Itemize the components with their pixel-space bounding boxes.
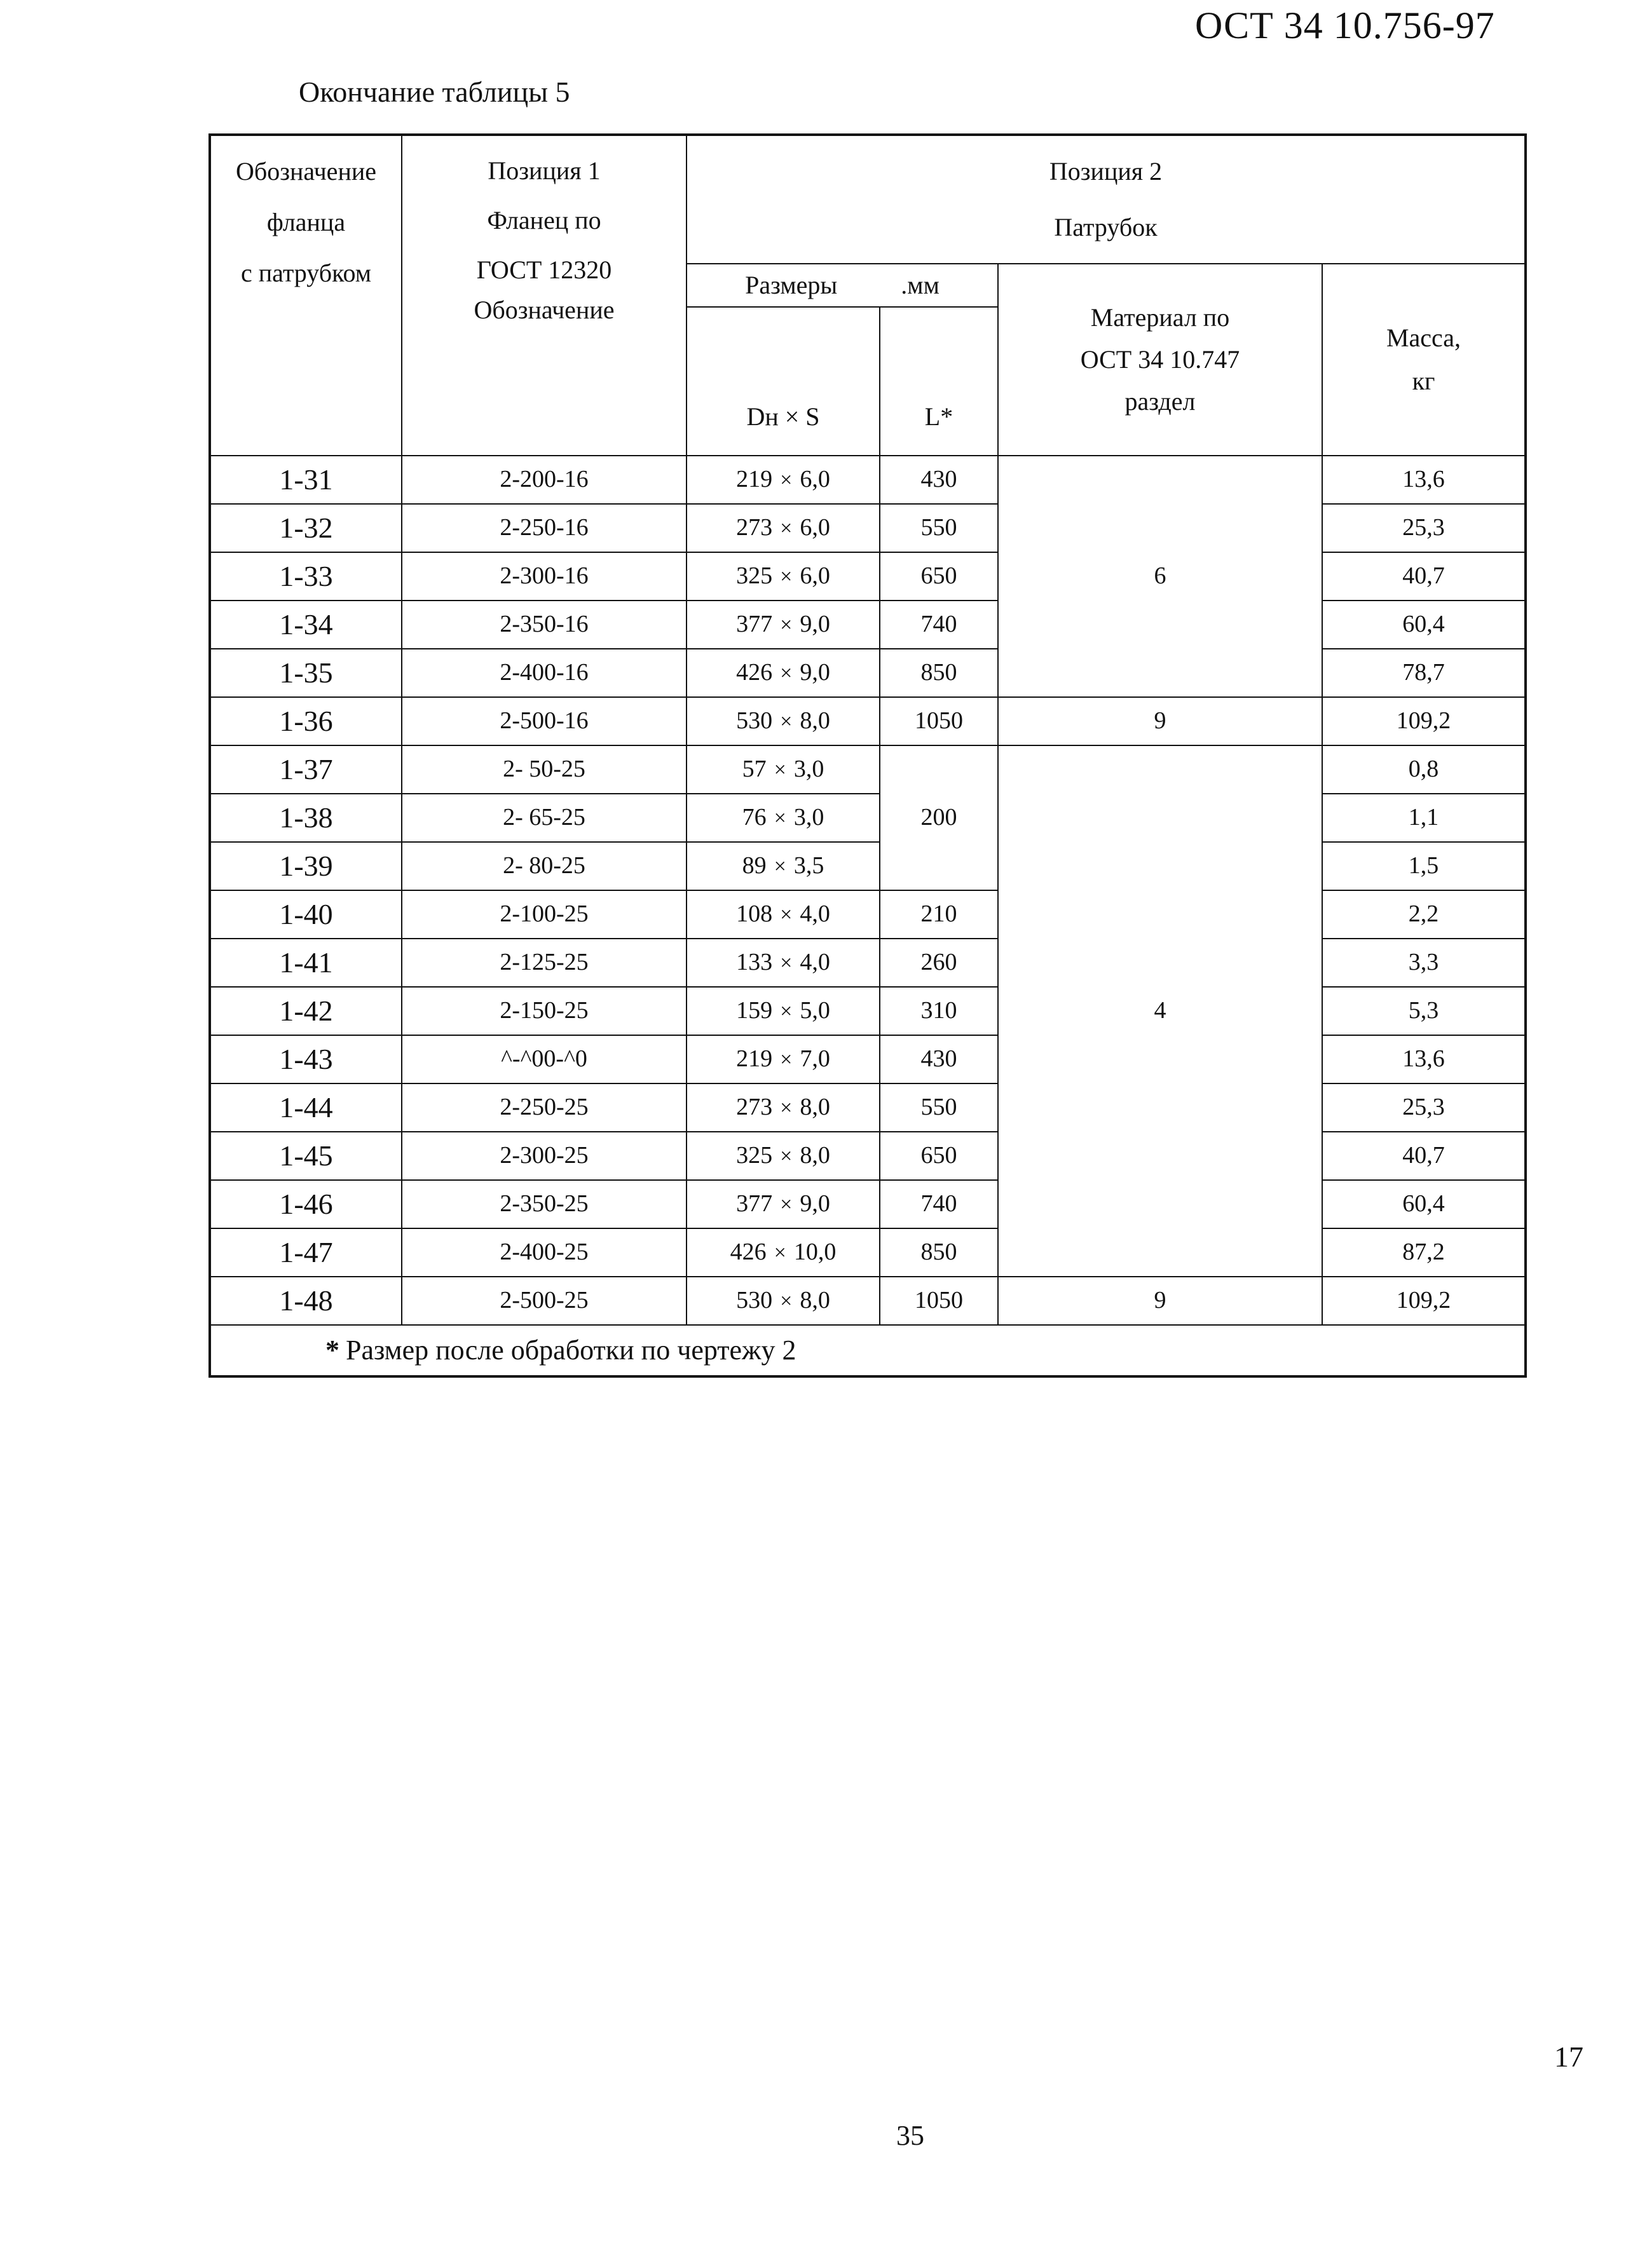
cell-dn-s [687,890,880,939]
cell-mass: 40,7 [1322,552,1526,601]
footnote [210,1325,1526,1376]
table-row [210,794,1526,842]
cell-l: 430 [880,456,998,504]
cell-designation: 1-45 [210,1132,402,1180]
table-row [210,1132,1526,1180]
cell-mass: 40,7 [1322,1132,1526,1180]
cell-mass: 78,7 [1322,649,1526,697]
s-value: 3,5 [793,852,824,879]
s-value: 6,0 [800,562,830,590]
dn-value: 76 [742,804,767,831]
cell-designation: 1-37 [210,745,402,794]
table-row [210,1083,1526,1132]
cell-designation: 1-39 [210,842,402,890]
dn-value: 57 [742,756,767,783]
cell-designation: 1-47 [210,1228,402,1277]
cell-dn-s [687,794,880,842]
times-sign: × [780,565,793,589]
cell-flange: ^-^00-^0 [402,1035,687,1083]
table-row [210,1228,1526,1277]
times-sign: × [780,468,793,492]
cell-mass: 0,8 [1322,745,1526,794]
header-position-2: Позиция 2 Патрубок [687,135,1526,264]
cell-mass: 5,3 [1322,987,1526,1035]
cell-l: 550 [880,1083,998,1132]
header-flange-designation: Обозначение фланца с патрубком [210,135,402,456]
cell-mass: 13,6 [1322,1035,1526,1083]
cell-l-merged: 200 [880,745,998,890]
cell-dn-s [687,745,880,794]
s-value: 3,0 [793,804,824,831]
times-sign: × [774,758,786,782]
cell-flange: 2-300-16 [402,552,687,601]
table-row [210,456,1526,504]
page-number: 17 [1554,2041,1583,2073]
cell-l: 1050 [880,697,998,745]
s-value: 4,0 [800,949,830,976]
cell-flange: 2-250-16 [402,504,687,552]
times-sign: × [780,517,793,541]
cell-dn-s [687,552,880,601]
table-row [210,1035,1526,1083]
dn-value: 219 [736,466,773,493]
cell-l: 650 [880,552,998,601]
s-value: 7,0 [800,1045,830,1073]
s-value: 8,0 [800,1287,830,1314]
cell-material-merged: 6 [998,456,1322,697]
cell-dn-s [687,1277,880,1325]
dn-value: 273 [736,1094,773,1121]
cell-mass: 60,4 [1322,601,1526,649]
table-row [210,504,1526,552]
dn-value: 426 [730,1239,767,1266]
s-value: 6,0 [800,466,830,493]
table-row [210,697,1526,745]
dn-value: 377 [736,611,773,638]
scan-number: 35 [896,2120,924,2151]
footnote-row [210,1325,1526,1376]
cell-dn-s [687,504,880,552]
cell-l: 310 [880,987,998,1035]
s-value: 8,0 [800,707,830,735]
cell-designation: 1-36 [210,697,402,745]
cell-designation: 1-46 [210,1180,402,1228]
dn-value: 426 [736,659,773,686]
cell-l: 430 [880,1035,998,1083]
cell-l: 260 [880,939,998,987]
header-l: L* [880,307,998,456]
footnote-star: * [325,1334,339,1366]
document-code: ОСТ 34 10.756-97 [1195,4,1495,46]
cell-designation: 1-40 [210,890,402,939]
cell-designation: 1-34 [210,601,402,649]
s-value: 9,0 [800,611,830,638]
dn-value: 159 [736,997,773,1024]
times-sign: × [780,1096,793,1120]
cell-mass: 2,2 [1322,890,1526,939]
header-dn-s: Dн × S [687,307,880,456]
times-sign: × [780,613,793,637]
table-row [210,745,1526,794]
cell-l: 740 [880,601,998,649]
cell-mass: 60,4 [1322,1180,1526,1228]
table-row [210,1180,1526,1228]
times-sign: × [780,662,793,686]
cell-mass: 109,2 [1322,1277,1526,1325]
cell-flange: 2-100-25 [402,890,687,939]
cell-dn-s [687,456,880,504]
cell-designation: 1-41 [210,939,402,987]
cell-flange: 2- 65-25 [402,794,687,842]
s-value: 3,0 [793,756,824,783]
times-sign: × [780,1289,793,1314]
times-sign: × [780,1193,793,1217]
s-value: 10,0 [793,1239,837,1266]
cell-flange: 2-150-25 [402,987,687,1035]
cell-designation: 1-33 [210,552,402,601]
cell-dn-s [687,1083,880,1132]
s-value: 4,0 [800,900,830,928]
cell-designation: 1-48 [210,1277,402,1325]
table-row [210,842,1526,890]
cell-flange: 2-400-25 [402,1228,687,1277]
cell-dn-s [687,1180,880,1228]
table-row [210,649,1526,697]
dn-value: 89 [742,852,767,879]
cell-dn-s [687,601,880,649]
header-sizes: Размеры .мм [687,264,998,307]
cell-flange: 2-350-16 [402,601,687,649]
table-caption: Окончание таблицы 5 [299,76,570,108]
cell-l: 740 [880,1180,998,1228]
table-row [210,601,1526,649]
header-mass: Масса, кг [1322,264,1526,456]
dn-value: 219 [736,1045,773,1073]
cell-designation: 1-38 [210,794,402,842]
cell-l: 210 [880,890,998,939]
cell-dn-s [687,649,880,697]
cell-flange: 2-200-16 [402,456,687,504]
cell-material-merged: 4 [998,745,1322,1277]
header-material: Материал по ОСТ 34 10.747 раздел [998,264,1322,456]
dn-value: 273 [736,514,773,541]
times-sign: × [774,1241,786,1265]
cell-l: 850 [880,1228,998,1277]
table-row [210,552,1526,601]
times-sign: × [774,855,786,879]
dn-value: 530 [736,707,773,735]
cell-flange: 2- 80-25 [402,842,687,890]
cell-dn-s [687,1035,880,1083]
cell-dn-s [687,842,880,890]
cell-mass: 109,2 [1322,697,1526,745]
cell-flange: 2-125-25 [402,939,687,987]
s-value: 9,0 [800,659,830,686]
header-row-1 [210,135,1526,264]
cell-flange: 2-250-25 [402,1083,687,1132]
cell-dn-s [687,987,880,1035]
dn-value: 325 [736,562,773,590]
spec-table [208,133,1527,1378]
dn-value: 530 [736,1287,773,1314]
cell-mass: 1,1 [1322,794,1526,842]
times-sign: × [780,1000,793,1024]
dn-value: 133 [736,949,773,976]
times-sign: × [780,903,793,927]
header-position-1: Позиция 1 Фланец по ГОСТ 12320 Обозначение [402,135,687,456]
cell-dn-s [687,1228,880,1277]
table-row [210,987,1526,1035]
s-value: 6,0 [800,514,830,541]
cell-designation: 1-44 [210,1083,402,1132]
s-value: 9,0 [800,1190,830,1218]
cell-mass: 25,3 [1322,504,1526,552]
cell-flange: 2-350-25 [402,1180,687,1228]
cell-dn-s [687,939,880,987]
cell-l: 850 [880,649,998,697]
cell-l: 650 [880,1132,998,1180]
s-value: 8,0 [800,1094,830,1121]
dn-value: 377 [736,1190,773,1218]
cell-mass: 1,5 [1322,842,1526,890]
table-row [210,939,1526,987]
times-sign: × [780,710,793,734]
times-sign: × [780,951,793,975]
cell-flange: 2-400-16 [402,649,687,697]
cell-flange: 2- 50-25 [402,745,687,794]
cell-flange: 2-300-25 [402,1132,687,1180]
cell-mass: 13,6 [1322,456,1526,504]
dn-value: 325 [736,1142,773,1169]
cell-flange: 2-500-25 [402,1277,687,1325]
cell-designation: 1-31 [210,456,402,504]
footnote-text: Размер после обработки по чертежу 2 [346,1334,796,1366]
times-sign: × [774,806,786,831]
cell-designation: 1-43 [210,1035,402,1083]
cell-material: 9 [998,1277,1322,1325]
cell-designation: 1-32 [210,504,402,552]
cell-dn-s [687,1132,880,1180]
table-row [210,890,1526,939]
cell-designation: 1-35 [210,649,402,697]
cell-designation: 1-42 [210,987,402,1035]
cell-mass: 25,3 [1322,1083,1526,1132]
cell-dn-s [687,697,880,745]
cell-mass: 87,2 [1322,1228,1526,1277]
cell-material: 9 [998,697,1322,745]
cell-l: 550 [880,504,998,552]
cell-flange: 2-500-16 [402,697,687,745]
table-row [210,1277,1526,1325]
times-sign: × [780,1144,793,1169]
s-value: 5,0 [800,997,830,1024]
cell-l: 1050 [880,1277,998,1325]
cell-mass: 3,3 [1322,939,1526,987]
times-sign: × [780,1048,793,1072]
dn-value: 108 [736,900,773,928]
s-value: 8,0 [800,1142,830,1169]
